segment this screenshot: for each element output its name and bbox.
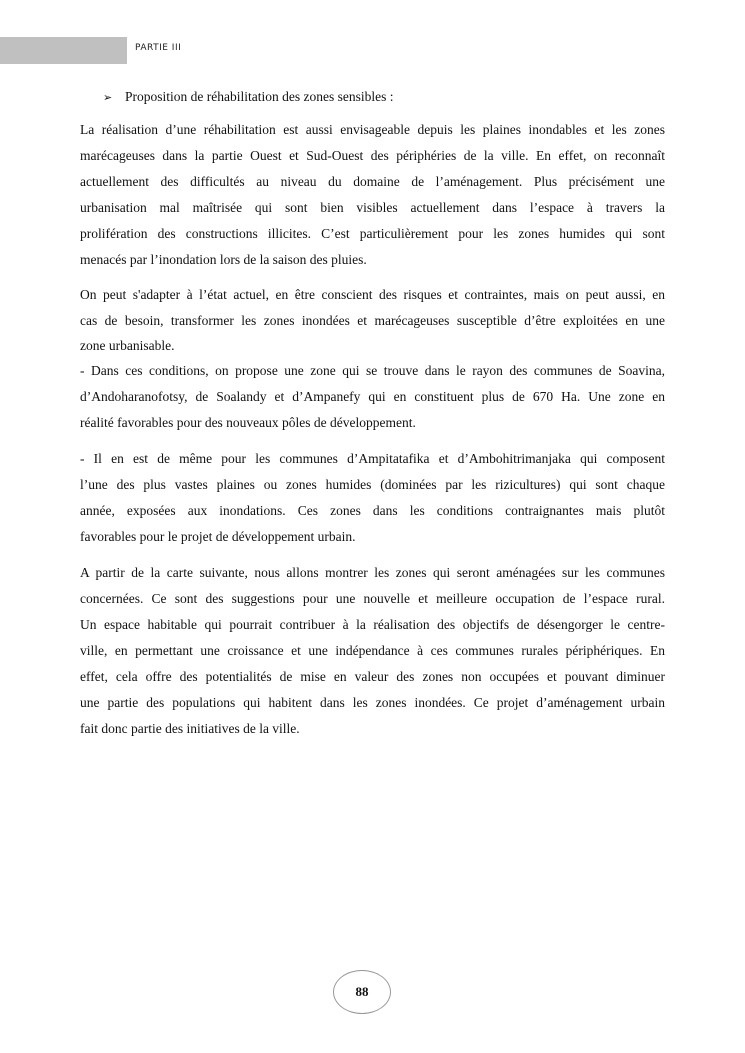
text-line: concernées. Ce sont des suggestions pour une nouvelle et meilleure occupation de l’espace rural. [80,591,665,606]
text-line: d’Andoharanofotsy, de Soalandy et d’Ampanefy qui en constituent plus de 670 Ha. Une zone en [80,389,665,404]
paragraph-3 [80,446,665,550]
text-line: favorables pour le projet de développement urbain. [80,529,356,544]
text-line: ville, en permettant une croissance et une indépendance à ces communes rurales périphériques. En [80,643,665,658]
paragraph-1 [80,117,665,273]
text-line: réalité favorables pour des nouveaux pôles de développement. [80,415,416,430]
paragraph-2 [80,282,665,436]
text-line: Un espace habitable qui pourrait contribuer à la réalisation des objectifs de désengorger le centre- [80,617,665,632]
text-line: fait donc partie des initiatives de la ville. [80,721,300,736]
text-line: cas de besoin, transformer les zones inondées et marécageuses susceptible d’être exploitées en une [80,313,665,328]
page-number: 88 [333,970,391,1014]
text-line: actuellement des difficultés au niveau du domaine de l’aménagement. Plus précisément une [80,174,665,189]
text-line: prolifération des constructions illicites. C’est particulièrement pour les zones humides qui sont [80,226,665,241]
section-heading [103,89,393,105]
text-line: urbanisation mal maîtrisée qui sont bien visibles actuellement dans l’espace à travers la [80,200,665,215]
text-line: marécageuses dans la partie Ouest et Sud-Ouest des périphéries de la ville. En effet, on reconnaît [80,148,665,163]
text-line: l’une des plus vastes plaines ou zones humides (dominées par les rizicultures) qui sont chaque [80,477,665,492]
text-line: On peut s'adapter à l’état actuel, en être conscient des risques et contraintes, mais on peut aussi, en [80,287,665,302]
section-label: PARTIE III [135,43,182,53]
header-bar [0,37,127,64]
text-line: A partir de la carte suivante, nous allons montrer les zones qui seront aménagées sur les communes [80,565,665,580]
text-line: - Dans ces conditions, on propose une zone qui se trouve dans le rayon des communes de Soavina, [80,363,665,378]
heading-text: Proposition de réhabilitation des zones sensibles : [125,89,394,104]
text-line: une partie des populations qui habitent dans les zones inondées. Ce projet d’aménagement urbain [80,695,665,710]
paragraph-4 [80,560,665,742]
text-line: effet, cela offre des potentialités de mise en valeur des zones non occupées et pouvant diminuer [80,669,665,684]
text-line: menacés par l’inondation lors de la saison des pluies. [80,252,367,267]
text-line: La réalisation d’une réhabilitation est aussi envisageable depuis les plaines inondables et les zones [80,122,665,137]
text-line: année, exposées aux inondations. Ces zones dans les conditions contraignantes mais plutôt [80,503,665,518]
text-line: zone urbanisable. [80,338,175,353]
text-line: - Il en est de même pour les communes d’Ampitatafika et d’Ambohitrimanjaka qui composent [80,451,665,466]
arrow-bullet-icon: ➢ [103,91,113,104]
